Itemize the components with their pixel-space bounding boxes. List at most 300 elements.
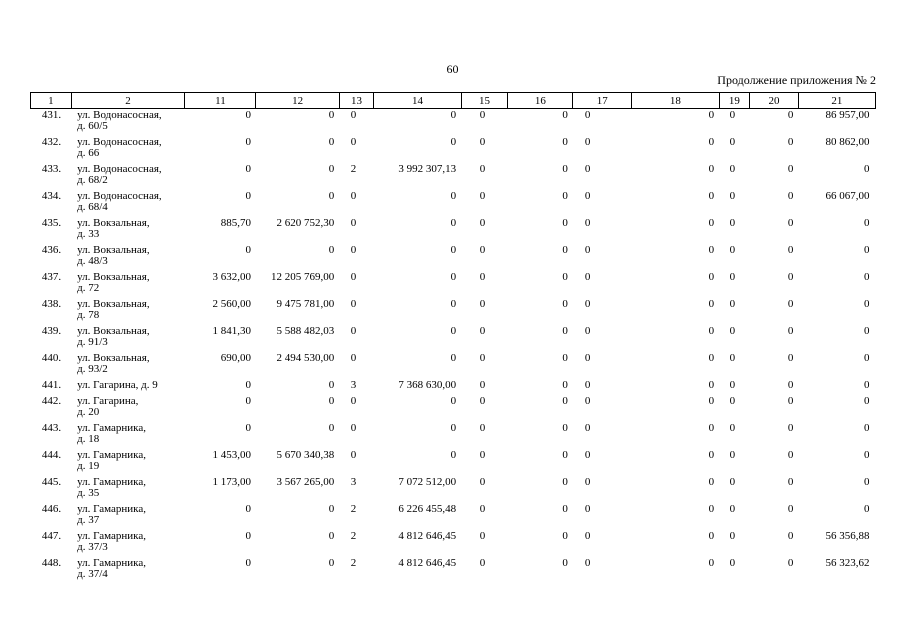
column-header: 20 (750, 93, 799, 109)
cell-col-17: 0 (584, 298, 591, 310)
cell-col-14: 0 (450, 422, 457, 434)
cell-col-19: 0 (729, 422, 736, 434)
table-row (31, 272, 876, 299)
cell-col-19: 0 (729, 503, 736, 515)
cell-col-19: 0 (729, 325, 736, 337)
cell-col-13: 0 (350, 244, 357, 256)
cell-col-19: 0 (729, 379, 736, 391)
table-row (31, 477, 876, 504)
row-number: 435. (41, 217, 62, 229)
cell-col-12: 2 620 752,30 (276, 217, 335, 229)
row-number: 448. (41, 557, 62, 569)
cell-col-20: 0 (787, 395, 794, 407)
row-number: 441. (41, 379, 62, 391)
address-house: д. 68/2 (77, 174, 108, 186)
cell-col-20: 0 (787, 298, 794, 310)
row-number: 442. (41, 395, 62, 407)
cell-col-14: 0 (450, 136, 457, 148)
cell-col-17: 0 (584, 136, 591, 148)
cell-col-11: 0 (245, 503, 251, 515)
cell-col-12: 0 (328, 109, 335, 121)
cell-col-11: 3 632,00 (212, 271, 251, 283)
cell-col-19: 0 (729, 190, 736, 202)
table-row (31, 353, 876, 380)
address-street: ул. Водонасосная, (77, 136, 162, 148)
cell-col-11: 0 (245, 379, 251, 391)
register-table (30, 92, 876, 585)
cell-col-17: 0 (584, 476, 591, 488)
cell-col-13: 0 (350, 136, 357, 148)
table-row (31, 380, 876, 396)
cell-col-13: 0 (350, 217, 357, 229)
cell-col-12: 0 (328, 136, 335, 148)
table-row (31, 299, 876, 326)
cell-col-21: 0 (864, 244, 870, 256)
address-cell (71, 272, 185, 299)
cell-col-14: 0 (450, 325, 457, 337)
cell-col-11: 2 560,00 (212, 298, 251, 310)
cell-col-12: 12 205 769,00 (271, 271, 335, 283)
row-number: 438. (41, 298, 62, 310)
cell-col-21: 80 862,00 (825, 136, 870, 148)
cell-col-16: 0 (562, 298, 568, 310)
address-cell (71, 477, 185, 504)
cell-col-21: 56 323,62 (825, 557, 870, 569)
cell-col-15: 0 (479, 476, 486, 488)
cell-col-16: 0 (562, 422, 568, 434)
address-cell (71, 245, 185, 272)
address-cell (71, 137, 185, 164)
cell-col-20: 0 (787, 476, 794, 488)
cell-col-19: 0 (729, 217, 736, 229)
cell-col-12: 9 475 781,00 (276, 298, 335, 310)
cell-col-18: 0 (708, 325, 715, 337)
cell-col-11: 0 (245, 244, 251, 256)
cell-col-17: 0 (584, 379, 591, 391)
table-row (31, 191, 876, 218)
cell-col-21: 0 (864, 422, 870, 434)
cell-col-17: 0 (584, 503, 591, 515)
cell-col-11: 690,00 (220, 352, 251, 364)
cell-col-18: 0 (708, 271, 715, 283)
cell-col-17: 0 (584, 422, 591, 434)
cell-col-15: 0 (479, 379, 486, 391)
cell-col-16: 0 (562, 163, 568, 175)
cell-col-13: 0 (350, 109, 357, 121)
cell-col-12: 0 (328, 244, 335, 256)
cell-col-11: 1 173,00 (212, 476, 251, 488)
cell-col-14: 4 812 646,45 (398, 557, 457, 569)
column-header: 11 (185, 93, 256, 109)
address-cell (71, 450, 185, 477)
cell-col-16: 0 (562, 449, 568, 461)
table-row (31, 531, 876, 558)
cell-col-21: 0 (864, 298, 870, 310)
cell-col-15: 0 (479, 109, 486, 121)
cell-col-15: 0 (479, 244, 486, 256)
cell-col-14: 0 (450, 244, 457, 256)
address-cell (71, 380, 185, 396)
address-street: ул. Водонасосная, (77, 190, 162, 202)
address-house: д. 18 (77, 433, 100, 445)
column-header: 16 (508, 93, 573, 109)
address-street: ул. Водонасосная, (77, 109, 162, 121)
cell-col-14: 0 (450, 109, 457, 121)
cell-col-19: 0 (729, 352, 736, 364)
address-house: д. 19 (77, 460, 100, 472)
cell-col-16: 0 (562, 244, 568, 256)
address-street: ул. Вокзальная, (77, 298, 150, 310)
address-cell (71, 396, 185, 423)
cell-col-18: 0 (708, 109, 715, 121)
cell-col-16: 0 (562, 325, 568, 337)
cell-col-20: 0 (787, 530, 794, 542)
cell-col-18: 0 (708, 298, 715, 310)
cell-col-18: 0 (708, 244, 715, 256)
table-row (31, 423, 876, 450)
table-row (31, 109, 876, 138)
address-house: д. 37/4 (77, 568, 108, 580)
address-street: ул. Вокзальная, (77, 217, 150, 229)
address-cell (71, 218, 185, 245)
table-row (31, 326, 876, 353)
cell-col-15: 0 (479, 136, 486, 148)
cell-col-12: 5 588 482,03 (276, 325, 335, 337)
address-cell (71, 558, 185, 585)
cell-col-19: 0 (729, 449, 736, 461)
cell-col-18: 0 (708, 190, 715, 202)
cell-col-17: 0 (584, 217, 591, 229)
row-number: 432. (41, 136, 62, 148)
cell-col-15: 0 (479, 298, 486, 310)
address-cell (71, 164, 185, 191)
cell-col-17: 0 (584, 449, 591, 461)
cell-col-13: 0 (350, 325, 357, 337)
address-street: ул. Водонасосная, (77, 163, 162, 175)
cell-col-19: 0 (729, 476, 736, 488)
cell-col-11: 0 (245, 136, 251, 148)
table-row (31, 450, 876, 477)
cell-col-17: 0 (584, 163, 591, 175)
cell-col-21: 0 (864, 449, 870, 461)
cell-col-16: 0 (562, 109, 568, 121)
cell-col-11: 0 (245, 557, 251, 569)
cell-col-19: 0 (729, 395, 736, 407)
table-header-row (31, 93, 876, 109)
address-street: ул. Гамарника, (77, 503, 146, 515)
cell-col-20: 0 (787, 217, 794, 229)
table-row (31, 218, 876, 245)
cell-col-16: 0 (562, 190, 568, 202)
cell-col-15: 0 (479, 325, 486, 337)
address-house: д. 48/3 (77, 255, 108, 267)
cell-col-18: 0 (708, 530, 715, 542)
address-house: д. 91/3 (77, 336, 108, 348)
address-street: ул. Гагарина, (77, 395, 139, 407)
column-header: 12 (256, 93, 339, 109)
table-row (31, 396, 876, 423)
table-row (31, 558, 876, 585)
row-number: 446. (41, 503, 62, 515)
column-header: 19 (719, 93, 749, 109)
cell-col-14: 3 992 307,13 (398, 163, 457, 175)
table-row (31, 137, 876, 164)
address-house: д. 20 (77, 406, 100, 418)
continuation-label: Продолжение приложения № 2 (717, 73, 876, 87)
address-street: ул. Гамарника, (77, 557, 146, 569)
address-street: ул. Гагарина, д. 9 (77, 379, 158, 391)
cell-col-21: 0 (864, 325, 870, 337)
cell-col-14: 7 368 630,00 (398, 379, 457, 391)
cell-col-21: 0 (864, 503, 870, 515)
cell-col-18: 0 (708, 163, 715, 175)
cell-col-15: 0 (479, 217, 486, 229)
cell-col-21: 0 (864, 476, 870, 488)
address-street: ул. Гамарника, (77, 422, 146, 434)
cell-col-11: 1 841,30 (212, 325, 251, 337)
cell-col-11: 885,70 (220, 217, 251, 229)
cell-col-11: 0 (245, 530, 251, 542)
address-cell (71, 299, 185, 326)
row-number: 437. (41, 271, 62, 283)
page-number: 60 (446, 62, 459, 76)
cell-col-20: 0 (787, 503, 794, 515)
row-number: 436. (41, 244, 62, 256)
address-cell (71, 423, 185, 450)
cell-col-11: 0 (245, 395, 251, 407)
cell-col-16: 0 (562, 530, 568, 542)
cell-col-19: 0 (729, 244, 736, 256)
cell-col-15: 0 (479, 352, 486, 364)
column-header: 21 (798, 93, 875, 109)
cell-col-11: 1 453,00 (212, 449, 251, 461)
cell-col-19: 0 (729, 136, 736, 148)
cell-col-13: 0 (350, 190, 357, 202)
address-cell (71, 191, 185, 218)
cell-col-12: 0 (328, 163, 335, 175)
cell-col-13: 2 (350, 163, 357, 175)
address-cell (71, 326, 185, 353)
cell-col-18: 0 (708, 352, 715, 364)
cell-col-19: 0 (729, 298, 736, 310)
address-street: ул. Вокзальная, (77, 352, 150, 364)
cell-col-18: 0 (708, 557, 715, 569)
cell-col-11: 0 (245, 190, 251, 202)
cell-col-20: 0 (787, 163, 794, 175)
row-number: 439. (41, 325, 62, 337)
cell-col-21: 0 (864, 271, 870, 283)
table-row (31, 245, 876, 272)
cell-col-20: 0 (787, 271, 794, 283)
table-row (31, 504, 876, 531)
cell-col-16: 0 (562, 395, 568, 407)
cell-col-12: 0 (328, 190, 335, 202)
column-header: 14 (374, 93, 461, 109)
cell-col-17: 0 (584, 325, 591, 337)
address-house: д. 93/2 (77, 363, 108, 375)
row-number: 433. (41, 163, 62, 175)
cell-col-20: 0 (787, 136, 794, 148)
cell-col-19: 0 (729, 557, 736, 569)
cell-col-17: 0 (584, 530, 591, 542)
cell-col-21: 66 067,00 (825, 190, 870, 202)
cell-col-15: 0 (479, 163, 486, 175)
cell-col-21: 0 (864, 352, 870, 364)
cell-col-14: 0 (450, 190, 457, 202)
address-street: ул. Гамарника, (77, 449, 146, 461)
cell-col-17: 0 (584, 557, 591, 569)
cell-col-17: 0 (584, 109, 591, 121)
cell-col-18: 0 (708, 503, 715, 515)
cell-col-14: 0 (450, 217, 457, 229)
cell-col-16: 0 (562, 352, 568, 364)
cell-col-19: 0 (729, 163, 736, 175)
cell-col-14: 0 (450, 271, 457, 283)
cell-col-17: 0 (584, 395, 591, 407)
cell-col-15: 0 (479, 271, 486, 283)
cell-col-14: 7 072 512,00 (398, 476, 457, 488)
cell-col-13: 2 (350, 503, 357, 515)
cell-col-15: 0 (479, 449, 486, 461)
table-row (31, 164, 876, 191)
cell-col-13: 0 (350, 449, 357, 461)
cell-col-11: 0 (245, 109, 251, 121)
cell-col-12: 5 670 340,38 (276, 449, 335, 461)
cell-col-20: 0 (787, 325, 794, 337)
cell-col-12: 3 567 265,00 (276, 476, 335, 488)
cell-col-13: 2 (350, 530, 357, 542)
row-number: 445. (41, 476, 62, 488)
cell-col-16: 0 (562, 476, 568, 488)
cell-col-12: 0 (328, 379, 335, 391)
cell-col-13: 0 (350, 298, 357, 310)
row-number: 444. (41, 449, 62, 461)
cell-col-11: 0 (245, 163, 251, 175)
address-street: ул. Вокзальная, (77, 271, 150, 283)
cell-col-21: 56 356,88 (825, 530, 870, 542)
cell-col-13: 3 (350, 379, 357, 391)
row-number: 434. (41, 190, 62, 202)
cell-col-18: 0 (708, 395, 715, 407)
cell-col-20: 0 (787, 449, 794, 461)
cell-col-19: 0 (729, 530, 736, 542)
column-header: 17 (573, 93, 632, 109)
address-house: д. 60/5 (77, 120, 108, 132)
cell-col-12: 0 (328, 557, 335, 569)
cell-col-19: 0 (729, 109, 736, 121)
cell-col-16: 0 (562, 217, 568, 229)
cell-col-12: 0 (328, 395, 335, 407)
address-house: д. 37/3 (77, 541, 108, 553)
cell-col-20: 0 (787, 557, 794, 569)
column-header: 13 (339, 93, 374, 109)
cell-col-12: 0 (328, 503, 335, 515)
cell-col-18: 0 (708, 217, 715, 229)
column-header: 1 (31, 93, 72, 109)
cell-col-18: 0 (708, 379, 715, 391)
cell-col-21: 0 (864, 217, 870, 229)
cell-col-20: 0 (787, 379, 794, 391)
cell-col-17: 0 (584, 244, 591, 256)
cell-col-15: 0 (479, 503, 486, 515)
row-number: 443. (41, 422, 62, 434)
cell-col-15: 0 (479, 557, 486, 569)
address-house: д. 78 (77, 309, 100, 321)
cell-col-20: 0 (787, 109, 794, 121)
address-house: д. 66 (77, 147, 100, 159)
cell-col-19: 0 (729, 271, 736, 283)
cell-col-12: 0 (328, 422, 335, 434)
cell-col-18: 0 (708, 476, 715, 488)
cell-col-21: 0 (864, 163, 870, 175)
cell-col-20: 0 (787, 352, 794, 364)
row-number: 431. (41, 109, 62, 121)
cell-col-17: 0 (584, 352, 591, 364)
cell-col-15: 0 (479, 422, 486, 434)
cell-col-13: 0 (350, 395, 357, 407)
address-street: ул. Гамарника, (77, 476, 146, 488)
address-cell (71, 531, 185, 558)
cell-col-21: 0 (864, 395, 870, 407)
cell-col-17: 0 (584, 190, 591, 202)
cell-col-15: 0 (479, 530, 486, 542)
cell-col-16: 0 (562, 503, 568, 515)
cell-col-18: 0 (708, 136, 715, 148)
cell-col-15: 0 (479, 190, 486, 202)
cell-col-17: 0 (584, 271, 591, 283)
cell-col-14: 0 (450, 298, 457, 310)
cell-col-14: 0 (450, 449, 457, 461)
cell-col-13: 0 (350, 422, 357, 434)
cell-col-18: 0 (708, 449, 715, 461)
column-header: 15 (461, 93, 508, 109)
column-header: 2 (71, 93, 185, 109)
address-house: д. 35 (77, 487, 100, 499)
cell-col-14: 0 (450, 352, 457, 364)
address-house: д. 72 (77, 282, 100, 294)
cell-col-13: 0 (350, 271, 357, 283)
cell-col-12: 0 (328, 530, 335, 542)
cell-col-20: 0 (787, 190, 794, 202)
column-header: 18 (632, 93, 719, 109)
cell-col-13: 3 (350, 476, 357, 488)
address-cell (71, 504, 185, 531)
cell-col-12: 2 494 530,00 (276, 352, 335, 364)
cell-col-14: 6 226 455,48 (398, 503, 457, 515)
row-number: 440. (41, 352, 62, 364)
address-cell (71, 109, 185, 138)
cell-col-20: 0 (787, 244, 794, 256)
cell-col-16: 0 (562, 557, 568, 569)
cell-col-18: 0 (708, 422, 715, 434)
cell-col-16: 0 (562, 379, 568, 391)
cell-col-16: 0 (562, 136, 568, 148)
cell-col-16: 0 (562, 271, 568, 283)
address-street: ул. Вокзальная, (77, 325, 150, 337)
address-house: д. 37 (77, 514, 100, 526)
cell-col-13: 0 (350, 352, 357, 364)
cell-col-14: 0 (450, 395, 457, 407)
row-number: 447. (41, 530, 62, 542)
address-house: д. 68/4 (77, 201, 108, 213)
address-cell (71, 353, 185, 380)
cell-col-15: 0 (479, 395, 486, 407)
address-house: д. 33 (77, 228, 100, 240)
cell-col-21: 0 (864, 379, 870, 391)
cell-col-11: 0 (245, 422, 251, 434)
cell-col-20: 0 (787, 422, 794, 434)
cell-col-14: 4 812 646,45 (398, 530, 457, 542)
